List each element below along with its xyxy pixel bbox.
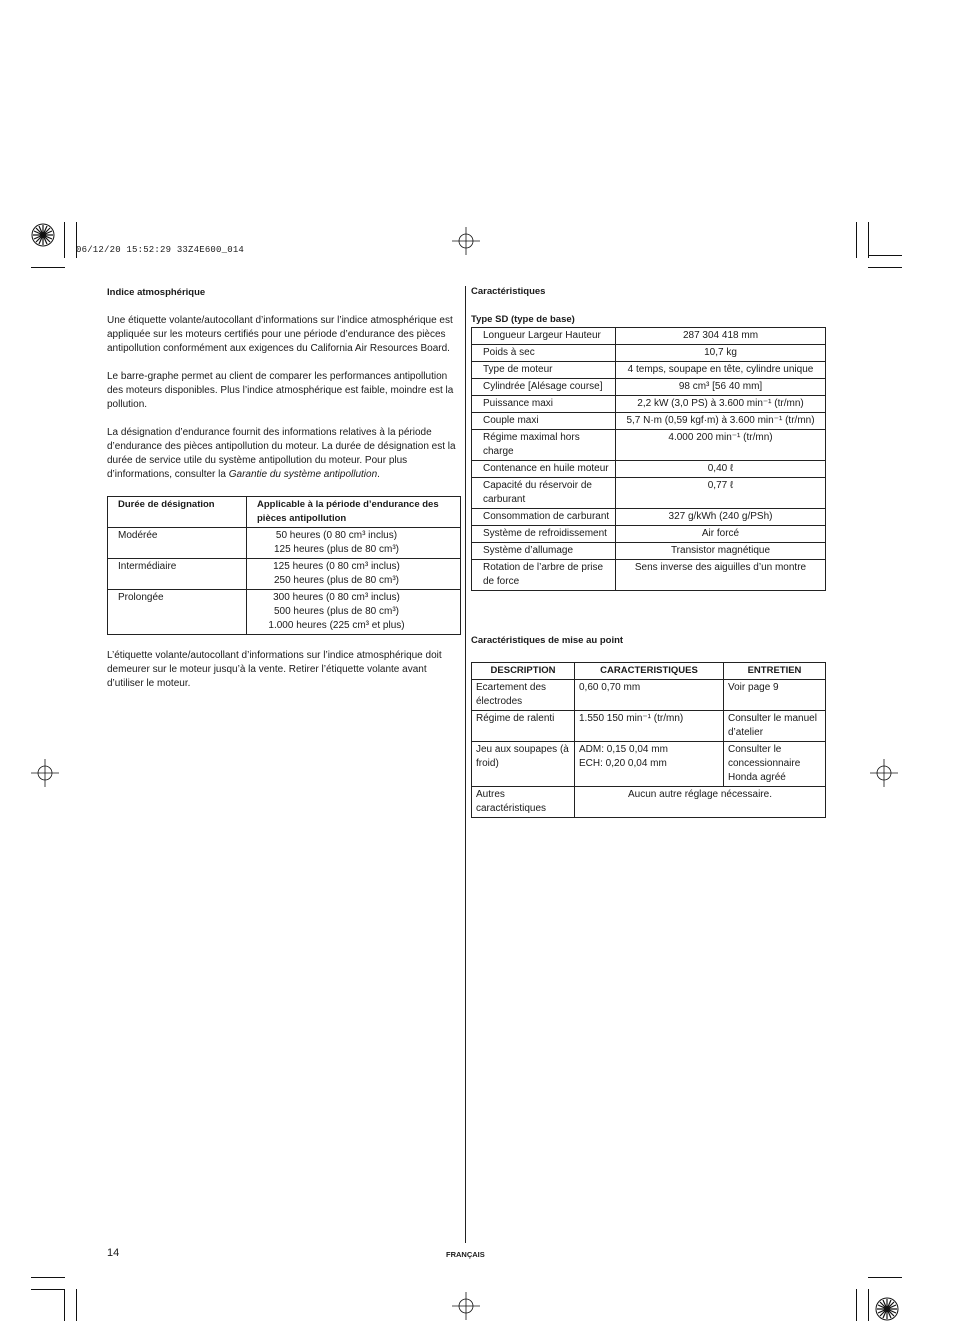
page-number: 14 [107,1247,120,1259]
table-row: Régime maximal hors charge 4.000 200 min⁻¹ (tr/mn) [472,430,826,461]
left-column [107,286,461,705]
crop-mark [76,1289,77,1321]
table-header: DESCRIPTION [472,663,575,680]
registration-crosshair-icon [452,1292,480,1320]
registration-sunburst-icon [874,1296,900,1322]
registration-crosshair-icon [31,759,59,787]
crop-mark [868,267,902,268]
durability-table [107,496,461,635]
table-row: Consommation de carburant 327 g/kWh (240 g/PSh) [472,509,826,526]
registration-sunburst-icon [30,222,56,248]
subsection-heading: Type SD (type de base) [471,314,575,325]
table-row: Jeu aux soupapes (à froid) ADM: 0,15 0,04 mm ECH: 0,20 0,04 mm Consulter le concessionnaire Honda agréé [472,742,826,787]
paragraph: Une étiquette volante/autocollant d’informations sur l’indice atmosphérique est appliquée sur les moteurs certifiés pour une période d’endurance des pièces antipollution conformément aux exigences du California Air Resources Board. [107,315,453,354]
print-header: 06/12/20 15:52:29 33Z4E600_014 [76,245,245,255]
table-header: CARACTERISTIQUES [575,663,724,680]
tuneup-table [471,662,826,818]
crop-mark [31,1289,65,1290]
table-row: Autres caractéristiques Aucun autre réglage nécessaire. [472,787,826,818]
table-row: Puissance maxi 2,2 kW (3,0 PS) à 3.600 min⁻¹ (tr/mn) [472,396,826,413]
table-row: Poids à sec 10,7 kg [472,345,826,362]
table-header: Durée de désignation [108,497,247,528]
crop-mark [868,1277,902,1278]
registration-crosshair-icon [870,759,898,787]
specifications-table [471,327,826,591]
crop-mark [856,1289,857,1321]
crop-mark [868,222,869,258]
paragraph: La désignation d’endurance fournit des informations relatives à la période d’endurance des pièces antipollution du moteur. La durée de désignation est la durée de service utile du système antipollution du moteur. Pour plus d’informations, consulter la Garantie du système antipollution. [107,427,456,480]
crop-mark [31,1277,65,1278]
registration-crosshair-icon [452,227,480,255]
table-row: Longueur Largeur Hauteur 287 304 418 mm [472,328,826,345]
crop-mark [856,222,857,258]
table-row: Système d’allumage Transistor magnétique [472,543,826,560]
paragraph: Le barre-graphe permet au client de comparer les performances antipollution des moteurs disponibles. Plus l’indice atmosphérique est faible, moindre est la pollution. [107,371,454,410]
table-row: Type de moteur 4 temps, soupape en tête, cylindre unique [472,362,826,379]
crop-mark [64,1289,65,1321]
table-row: Système de refroidissement Air forcé [472,526,826,543]
subsection-heading: Caractéristiques de mise au point [471,635,624,646]
crop-mark [31,267,65,268]
column-divider [465,286,466,1243]
table-row: Rotation de l’arbre de prise de force Sens inverse des aiguilles d’un montre [472,560,826,591]
table-row: Ecartement des électrodes 0,60 0,70 mm Voir page 9 [472,680,826,711]
table-row: Régime de ralenti 1.550 150 min⁻¹ (tr/mn) Consulter le manuel d’atelier [472,711,826,742]
table-header: ENTRETIEN [724,663,826,680]
paragraph: L’étiquette volante/autocollant d’informations sur l’indice atmosphérique doit demeurer sur le moteur jusqu’à la vente. Retirer l’étiquette volante avant d’utiliser le moteur. [107,650,442,689]
table-header: Applicable à la période d’endurance des pièces antipollution [247,497,461,528]
table-row: Modérée 50 heures (0 80 cm³ inclus) 125 heures (plus de 80 cm³) [108,528,461,559]
table-row: Intermédiaire 125 heures (0 80 cm³ inclus) 250 heures (plus de 80 cm³) [108,559,461,590]
section-heading: Indice atmosphérique [107,287,206,298]
table-row: Cylindrée [Alésage course] 98 cm³ [56 40 mm] [472,379,826,396]
crop-mark [868,255,902,256]
table-row: Contenance en huile moteur 0,40 ℓ [472,461,826,478]
crop-mark [64,222,65,258]
section-heading: Caractéristiques [471,286,546,297]
table-row: Couple maxi 5,7 N·m (0,59 kgf·m) à 3.600 min⁻¹ (tr/mn) [472,413,826,430]
crop-mark [868,1289,869,1321]
language-label: FRANÇAIS [446,1250,485,1259]
table-row: Capacité du réservoir de carburant 0,77 ℓ [472,478,826,509]
table-row: Prolongée 300 heures (0 80 cm³ inclus) 500 heures (plus de 80 cm³) 1.000 heures (225 cm³ et plus) [108,590,461,635]
warranty-reference: Garantie du système antipollution [228,469,378,480]
